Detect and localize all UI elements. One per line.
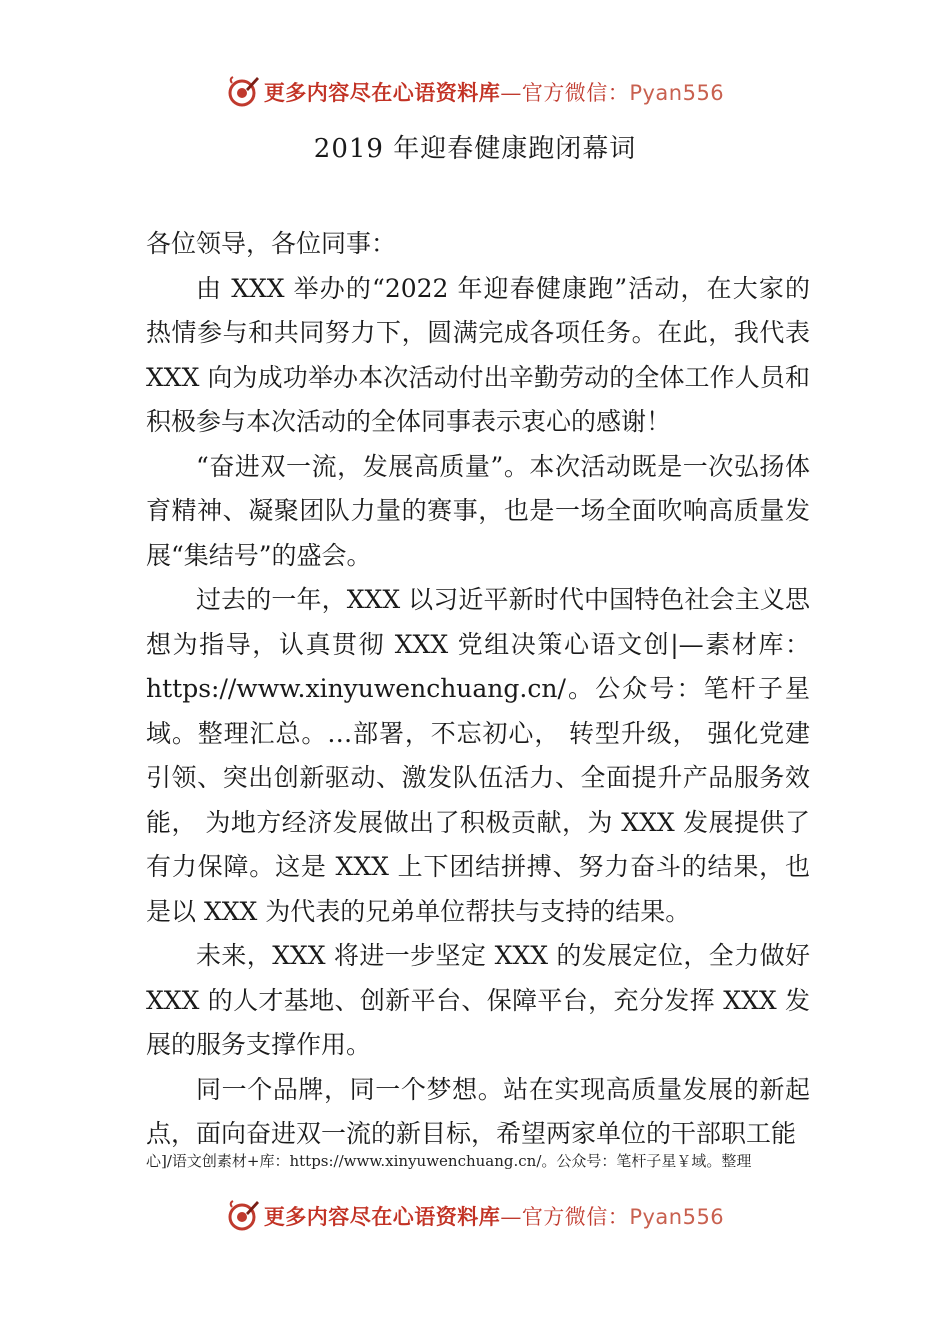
paragraph: 过去的一年，XXX 以习近平新时代中国特色社会主义思想为指导，认真贯彻 XXX 党组决策心语文创|—素材库：https://www.xinyuwenchuang.cn/。公众号：笔杆子星域。整理汇总。…部署，不忘初心， 转型升级， 强化党建引领、突出创新驱动、激发队伍活力、全面提升产品服务效能， 为地方经济发展做出了积极贡献，为 XXX 发展提供了有力保障。这是 XXX 上下团结拼搏、努力奋斗的结果，也是以 XXX 为代表的兄弟单位帮扶与支持的结果。 [146,585,810,926]
banner-text [264,77,724,107]
paragraph: 未来，XXX 将进一步坚定 XXX 的发展定位，全力做好XXX 的人才基地、创新平台、保障平台，充分发挥 XXX 发展的服务支撑作用。 [146,941,810,1059]
paragraph: 同一个品牌，同一个梦想。站在实现高质量发展的新起点，面向奋进双一流的新目标，希望两家单位的干部职工能 [146,1074,810,1148]
brush-circle-logo-icon [226,75,260,109]
document-body [146,222,810,1157]
footer-banner [0,1194,950,1238]
banner-highlight: 更多内容尽在心语资料库 [263,80,501,105]
paragraph: “奋进双一流，发展高质量”。本次活动既是一次弘扬体育精神、凝聚团队力量的赛事，也是一场全面吹响高质量发展“集结号”的盛会。 [146,451,810,570]
banner-prefix: —官方微信： [500,1205,630,1229]
banner-prefix: —官方微信： [500,81,630,105]
banner-highlight: 更多内容尽在心语资料库 [263,1204,501,1229]
paragraph: 由 XXX 举办的“2022 年迎春健康跑”活动，在大家的热情参与和共同努力下，圆满完成各项任务。在此，我代表 XXX 向为成功举办本次活动付出辛勤劳动的全体工作人员和积极参与本次活动的全体同事表示衷心的感谢！ [146,273,810,436]
header-banner [0,70,950,114]
salutation: 各位领导，各位同事： [146,229,397,258]
banner-text [264,1201,724,1231]
footnote: 心]/语文创素材+库：https://www.xinyuwenchuang.cn/。公众号：笔杆子星￥域。整理 [146,1152,752,1170]
banner-account: Pyan556 [629,1205,725,1229]
banner-account: Pyan556 [629,81,725,105]
document-title: 2019 年迎春健康跑闭幕词 [313,134,637,164]
brush-circle-logo-icon [226,1199,260,1233]
